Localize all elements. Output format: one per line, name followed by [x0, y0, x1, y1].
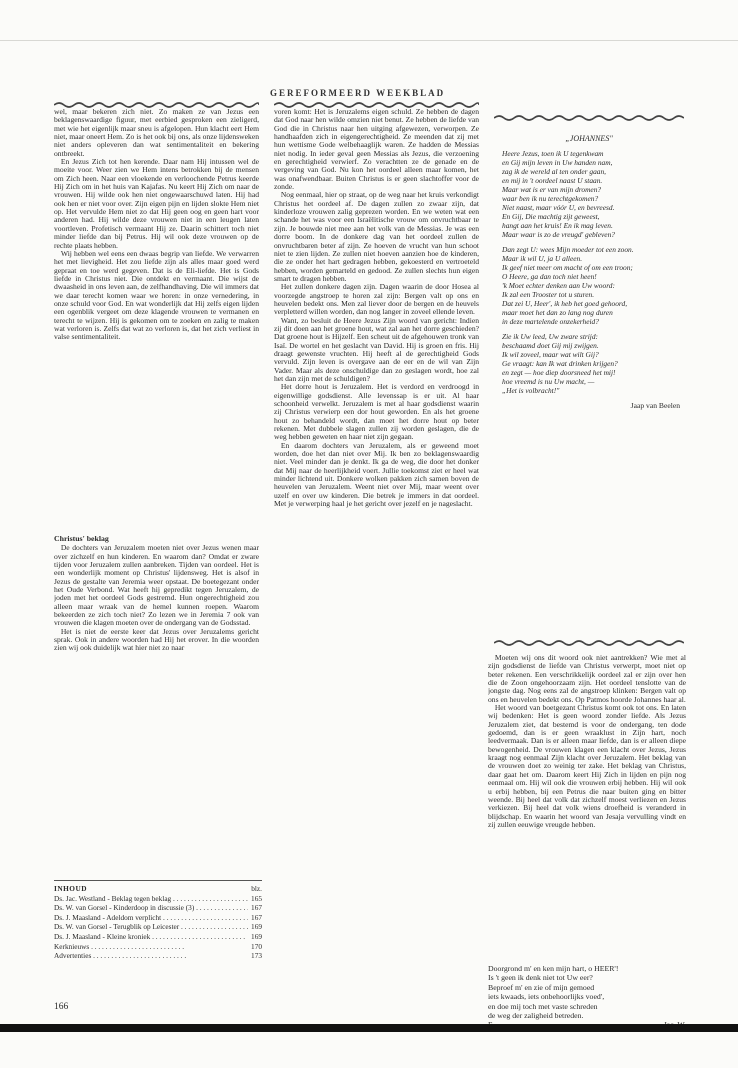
- toc-header: [54, 884, 262, 894]
- toc-entry-title: Ds. J. Maasland - Adeldom verplicht . . .: [54, 913, 248, 923]
- bottom-scan-band: [0, 1024, 738, 1032]
- running-head: GEREFORMEERD WEEKBLAD: [270, 88, 446, 98]
- poem-stanza: Dan zegt U: wees Mijn moeder tot een zoon. Maar ik wil U, ja U alleen. Ik geef niet meer om macht of om een troon; O Heere, ga dan toch niet heen! 'k Moet echter denken aan Uw woord: Ik zal een Trooster tot u sturen. Dat zei U, Heer', ik heb het goed gehoord, maar moet het dan zo lang nog duren in deze martelende onzekerheid?: [502, 245, 634, 326]
- paragraph: En daarom dochters van Jeruzalem, als er geweend moet worden, doe het dan niet over Mij. Ik ben zo beklagenswaardig niet. Veel minder dan je denkt. Ik ga de weg, die door het donker dat Mij naar de heerlijkheid voert. Jullie toekomst ziet er heel wat minder lichtend uit. Donkere wolken pakken zich samen boven de heuvelen van Jeruzalem. Weent niet over Mij, maar weent over uzelf en over uw kinderen. Die betrek je immers in dat oordeel. Met je verwerping haal je het gericht over jezelf en je nageslacht.: [274, 440, 479, 509]
- toc-page-label: blz.: [251, 884, 262, 893]
- page-number: 166: [54, 1002, 69, 1012]
- christus-beklag-section: [54, 530, 259, 766]
- toc-entry: [54, 932, 262, 942]
- closing-poem: [488, 964, 686, 1030]
- toc-entry-title: Advertenties . . .: [54, 951, 248, 961]
- column-3: [488, 654, 686, 954]
- table-of-contents: [54, 884, 262, 961]
- toc-entry-title: Ds. J. Maasland - Kleine kroniek . . .: [54, 932, 248, 942]
- column-1: [54, 108, 259, 528]
- toc-entry-page: 165: [248, 894, 262, 904]
- poem-johannes: [494, 108, 684, 608]
- paragraph: En Jezus Zich tot hen kerende. Daar nam Hij intussen wel de moeite voor. Weer zien we Hem intens betrokken bij de mensen om Zich heen. Naar een vloekende en verloochende Petrus keerde Hij Zich om in het huis van Kajafas. Nu keert Hij Zich om naar de vrouwen. Hij wilde ook hen niet ongewaarschuwd laten. Hij had ook hen er niet voor over. Zijn eigen pijn en lijden slokte Hem niet op. Het vervulde Hem niet zo dat Hij geen oog en geen hart voor anderen had. Hij wilde deze vrouwen niet in een leugen laten voortleven. Profetisch vermaant Hij ze. Daarin schittert toch niet minder liefde dan bij Petrus. Hij wil ook deze vrouwen op de rechte plaats hebben.: [54, 157, 259, 250]
- paragraph: Het dorre hout is Jeruzalem. Het is verdord en verdroogd in eigenwillige godsdienst. Alle levenssap is er uit. Al haar schoonheid verwelkt. Jeruzalem is met al haar godsdienst waarin zij Christus verwierp een dor hout geworden. En als het groene hout zo behandeld wordt, dan moet het dorre hout op beter rekenen. Met dubbele slagen zullen zij worden geslagen, die de weg hebben geweten en haar niet zijn gegaan.: [274, 382, 479, 442]
- paragraph: Want, zo besluit de Heere Jezus Zijn woord van gericht: Indien zij dit doen aan het groene hout, wat zal aan het dorre geschieden? Dat groene hout is Hijzelf. Een scheut uit de afgehouwen tronk van Isaï. De wortel en het geslacht van David. Hij is groen en fris. Hij draagt gewenste vruchten. Hij heeft al de gerechtigheid Gods vervuld. Zijn leven is overgave aan de eer en de wil van Zijn Vader. Maar als deze onschuldige dan zo geslagen wordt, hoe zal het dan zijn met de schuldigen?: [274, 315, 479, 383]
- paragraph: Moeten wij ons dit woord ook niet aantrekken? Wie met al zijn godsdienst de liefde van Christus verwerpt, moet niet op beter rekenen. Een verschrikkelijk oordeel zal er zijn over hen die de Zoon ongehoorzaam zijn. Het oordeel tenslotte van de jongste dag. Nog eens zal de angstroep klinken: Bergen valt op ons en heuvelen bedekt ons. Op Patmos hoorde Johannes haar al.: [488, 654, 686, 704]
- toc-entry: [54, 903, 262, 913]
- paragraph: Het woord van boetgezant Christus komt ook tot ons. En laten wij bedenken: Het is geen woord zonder liefde. Als Jezus Jeruzalem ziet, dat bestemd is voor de ondergang, ten dode gedoemd, dan is er geen wraaklust in Zijn hart, noch leedvermaak. Dan is er alleen maar liefde, dan is er alleen diepe bewogenheid. De vrouwen klagen een klacht over Jezus, Jezus kraagt nog eenmaal Zijn klacht over Jeruzalem. Het beklag van de vrouwen doet zo weinig ter zake. Het beklag van Christus, daar gaat het om. Daarom keert Hij Zich in lijden en pijn nog eenmaal om. Hij wil ook die vrouwen erbij hebben. Hij wil ook u erbij hebben, bij een Petrus die naar buiten ging en bitter weende. Bij heel dat volk dat zichzelf moest verliezen en Jezus verkiezen. Bij heel dat volk wiens droefheid is veranderd in blijdschap. En waarin het woord van Jesaja vervulling vindt en zij zullen eeuwige vreugde hebben.: [488, 703, 686, 829]
- paragraph: wel, maar bekeren zich niet. Zo maken ze van Jezus een beklagenswaardige figuur, met eerbied gesproken een zieligerd, met wie het eigenlijk maar sneu is afgelopen. Hun klacht eert Hem niet, maar oneert Hem. Zo is het ook bij ons, als onze lijdensweken niet anders opleveren dan wat sentimentaliteit en bekering ontbreekt.: [54, 108, 259, 158]
- poem-stanza: Heere Jezus, toen ik U tegenkwam en Gij mijn leven in Uw handen nam, zag ik de wereld al ten onder gaan, en mij in 't oordeel naast U staan. Maar wat is er van mijn dromen? waar ben ik nu terechtgekomen? Niet naast, maar vóór U, en bevreesd. En Gij, Die machtig zijt geweest, hangt aan het kruis! En ik mag leven. Maar waar is zo de vreugd' gebleven?: [502, 149, 615, 239]
- toc-entry-title: Ds. W. van Gorsel - Kinderdoop in discussie (3) . . .: [54, 903, 248, 913]
- toc-entry-title: Ds. Jac. Westland - Beklag tegen beklag . . .: [54, 894, 248, 904]
- paragraph: Nog eenmaal, hier op straat, op de weg naar het kruis verkondigt Christus het oordeel af. De dagen zullen zo zwaar zijn, dat kinderloze vrouwen zalig geprezen worden. En we weten wat een schande het was voor een Israëlitische vrouw om onvruchtbaar te zijn. Je bouwde niet mee aan het volk van de Messias. Je was een dorre boom. In de donkere dag van het oordeel zullen de onvruchtbaren beter af zijn. Ze hoeven de vrucht van hun schoot niet te zien lijden. Ze zullen niet hoeven aanzien hoe de kinderen, die ze onder het hart gedragen hebben, gekoesterd en vertroeteld hebben, worden gemarteld en gedood. Ze zullen slechts hun eigen smart te dragen hebben.: [274, 190, 479, 283]
- section-heading: Christus' beklag: [54, 534, 109, 543]
- toc-entry-page: 173: [248, 951, 262, 961]
- toc-entry: [54, 894, 262, 904]
- poem-title: „JOHANNES": [565, 134, 613, 143]
- toc-heading: INHOUD: [54, 884, 87, 893]
- toc-entry: [54, 951, 262, 961]
- top-rule: [0, 40, 738, 41]
- toc-entry: [54, 922, 262, 932]
- toc-rule: [54, 880, 262, 881]
- toc-entry-page: 169: [248, 922, 262, 932]
- paragraph: Wij hebben wel eens een dwaas begrip van liefde. We verwarren het met lievigheid. Het zou liefde zijn als alles maar goed werd gepraat en toe werd gegeven. Dat is de Eli-liefde. Het is Gods liefde in Christus niet. Die ontdekt en vermaant. Die wijst de dwaasheid in ons leven aan, de zelfhandhaving. Die wil immers dat we daar terecht komen waar we horen: in onze vernedering, in onze schuld voor God. En wat wonderlijk dat Hij zelfs eigen lijden een ogenblik vergeet om deze klagende vrouwen te vermanen en terecht te wijzen. Hij is gekomen om te zoeken en zalig te maken wat verloren is. Zelfs dat wat zo verloren is, dat het zich verliest in valse sentimentaliteit.: [54, 248, 259, 342]
- wavy-rule-poem-bottom: [494, 638, 684, 648]
- toc-entry-page: 170: [248, 942, 262, 952]
- toc-entry-page: 169: [248, 932, 262, 942]
- paragraph: De dochters van Jeruzalem moeten niet over Jezus wenen maar over zichzelf en hun kinderen. En waarom dan? Omdat er zware tijden voor Jeruzalem zullen aanbreken. Tijden van oordeel. Het is een wonderlijk moment op Christus' lijdensweg. Het is alsof in Jezus de gestalte van Jeremia weer opstaat. De boetegezant onder het Oude Verbond. Wat heeft hij gepredikt tegen Jeruzalem, de joden met het oordeel Gods gestremd. Hun ongerechtigheid zou alleen maar wraak van de hemel kunnen roepen. Waarom bekeerden ze zich toch niet? Zo lezen we in Jeremia 7 ook van vrouwen die klagen moeten over de ondergang van de Godsstad.: [54, 543, 259, 628]
- paragraph: Het zullen donkere dagen zijn. Dagen waarin de door Hosea al voorzegde angstroep te horen zal zijn: Bergen valt op ons en heuvelen bedekt ons. Men zal liever door de bergen en de heuvels verpletterd willen worden, dan nog langer in zoveel ellende leven.: [274, 282, 479, 317]
- paragraph: Het is niet de eerste keer dat Jezus over Jeruzalems gericht sprak. Ook in andere woorden had Hij het erover. In die woorden zien wij ook duidelijk wat hier niet zo naar: [54, 626, 259, 653]
- toc-entry-title: Ds. W. van Gorsel - Terugblik op Leicester . . .: [54, 922, 248, 932]
- toc-entry: [54, 913, 262, 923]
- toc-entry-title: Kerknieuws . . .: [54, 942, 248, 952]
- toc-entry-page: 167: [248, 903, 262, 913]
- poem-author: Jaap van Beelen: [630, 401, 680, 410]
- toc-entry-page: 167: [248, 913, 262, 923]
- column-2: [274, 108, 479, 938]
- closing-poem-lines: Doorgrond m' en ken mijn hart, o HEER'! Is 't geen ik denk niet tot Uw eer? Beproef m' en zie of mijn gemoed iets kwaads, iets onbehoorlijks voed', en doe mij toch met vaste schreden de weg der zaligheid betreden.: [488, 964, 619, 1021]
- paragraph: voren komt: Het is Jeruzalems eigen schuld. Ze hebben de dagen dat God naar hen wilde omzien niet benut. Ze hebben de liefde van God die in Christus naar hen uitging afgewezen, verworpen. Ze handhaafden zich in eigengerechtigheid. Ze meenden dat zij met hun wettisme Gode welbehaaglijk waren. Ze hadden de Messias niet nodig. In ieder geval geen Messias als Jezus, die verzoening en gerechtigheid verwierf. Zo verachtten ze de genade en de vergeving van God. Nu kon het oordeel alleen maar komen, het was onafwendbaar. Buiten Christus is er geen slachtoffer voor de zonde.: [274, 108, 479, 192]
- poem-stanza: Zie ik Uw leed, Uw zware strijd: beschaamd doet Gij mij zwijgen. Ik wil zoveel, maar wat wilt Gij? Ge vraagt: kan Ik wat drinken krijgen? en zegt — hoe diep doorsneed het mij! hoe vreemd is nu Uw macht, — „Het is volbracht!": [502, 332, 618, 395]
- toc-entry: [54, 942, 262, 952]
